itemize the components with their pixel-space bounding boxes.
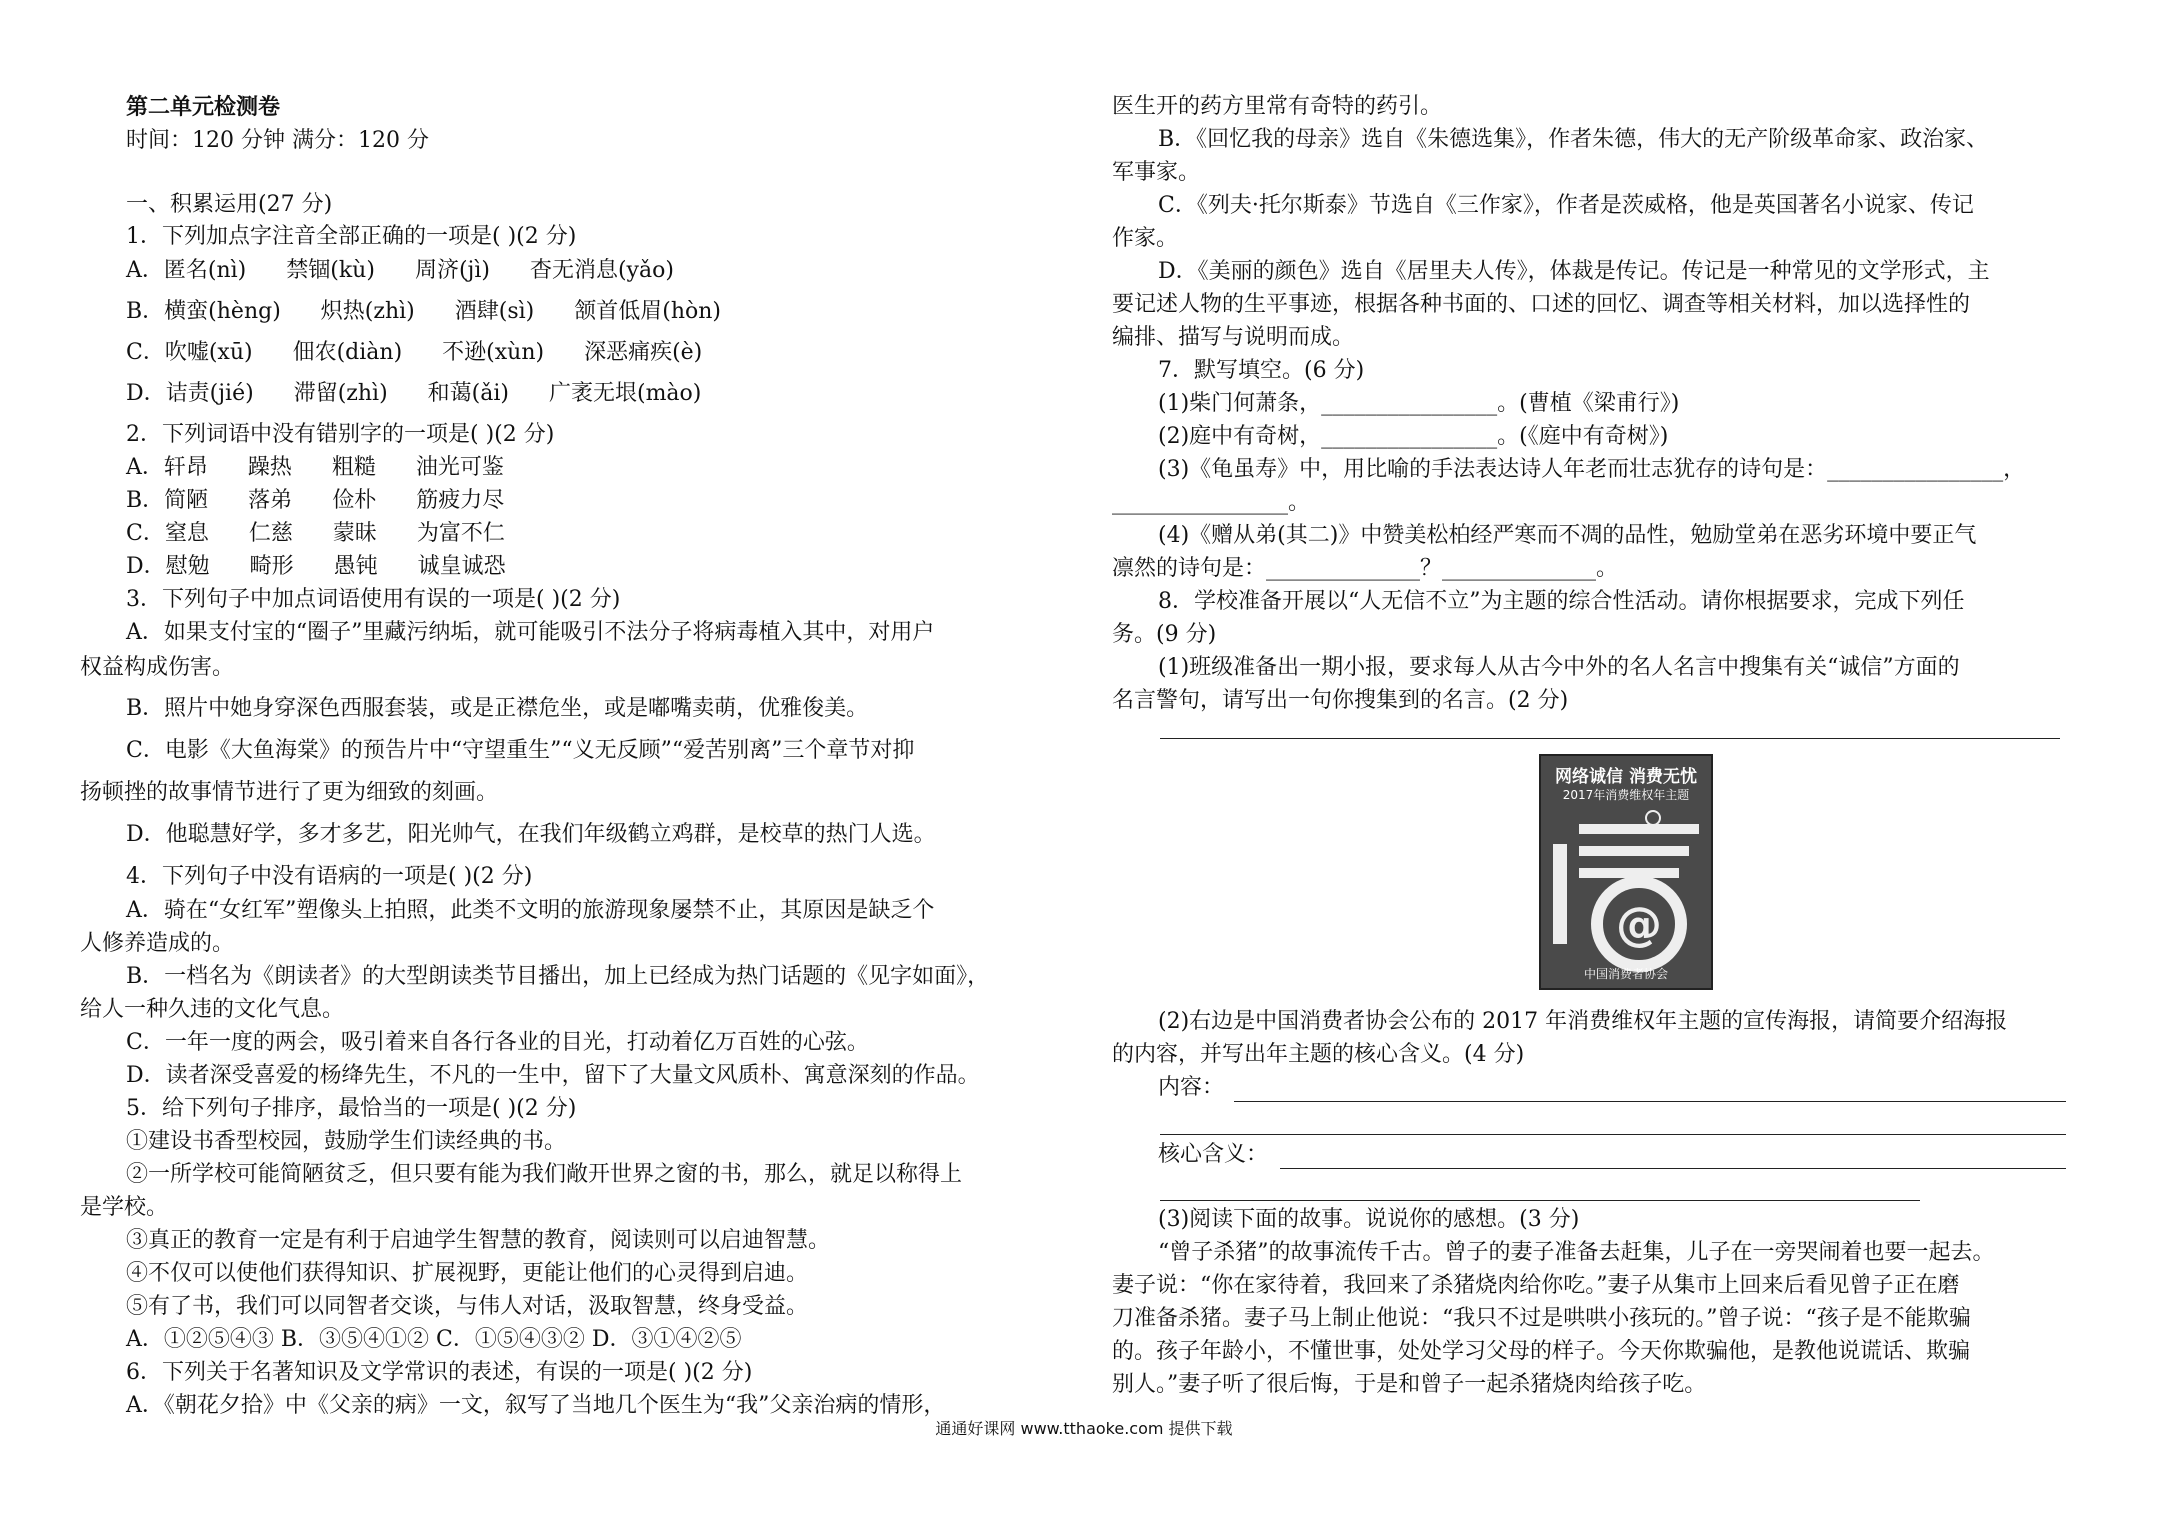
q4-option-c: C．一年一度的两会，吸引着来自各行各业的目光，打动着亿万百姓的心弦。 (126, 1030, 869, 1055)
q6-option-d-cont-2: 编排、描写与说明而成。 (1112, 325, 1355, 350)
q2-option-d (126, 552, 546, 582)
q5-sentence-3: ③真正的教育一定是有利于启迪学生智慧的教育，阅读则可以启迪智慧。 (126, 1228, 831, 1253)
consumer-rights-poster (1539, 754, 1713, 990)
option-item: 仁慈 (248, 521, 293, 546)
option-item: 颔首低眉(hòn) (574, 299, 721, 324)
option-item: 广袤无垠(mào) (548, 381, 702, 406)
option-item: 禁锢(kù) (286, 258, 375, 283)
q2-option-c (126, 519, 545, 549)
q6-option-d-cont-1: 要记述人物的生平事迹，根据各种书面的、口述的回忆、调查等相关材料，加以选择性的 (1112, 292, 1971, 317)
q5-sentence-2-cont: 是学校。 (80, 1195, 169, 1220)
option-item: 筋疲力尽 (416, 488, 505, 513)
option-item: 躁热 (247, 455, 292, 480)
q3-option-c-cont: 扬顿挫的故事情节进行了更为细致的刻画。 (80, 780, 499, 805)
option-item: C．吹嘘(xū) (126, 340, 253, 365)
q4-option-b: B．一档名为《朗读者》的大型朗读类节目播出，加上已经成为热门话题的《见字如面》， (126, 964, 990, 989)
story-line-2: 妻子说：“你在家待着，我回来了杀猪烧肉给你吃。”妻子从集市上回来后看见曾子正在磨 (1112, 1273, 1960, 1298)
option-item: A．匿名(nì) (126, 258, 247, 283)
option-item: 落弟 (248, 488, 293, 513)
q5-sentence-2: ②一所学校可能简陋贫乏，但只要有能为我们敞开世界之窗的书，那么，就足以称得上 (126, 1162, 963, 1187)
option-item: 为富不仁 (416, 521, 505, 546)
q1-stem: 1．下列加点字注音全部正确的一项是( )(2 分) (126, 224, 577, 249)
option-item: 愚钝 (333, 554, 378, 579)
q4-option-b-cont: 给人一种久违的文化气息。 (80, 997, 345, 1022)
q8-stem-cont: 务。(9 分) (1112, 622, 1217, 647)
story-line-5: 别人。”妻子听了很后悔，于是和曾子一起杀猪烧肉给孩子吃。 (1112, 1372, 1707, 1397)
q7-item-3-cont: ________________。 (1112, 490, 1311, 515)
q6-option-c-cont: 作家。 (1112, 226, 1179, 251)
answer-line[interactable] (1160, 738, 2060, 739)
option-item: 滞留(zhì) (293, 381, 388, 406)
q6-option-a: A．《朝花夕拾》中《父亲的病》一文，叙写了当地几个医生为“我”父亲治病的情形， (126, 1393, 946, 1418)
q2-option-b (126, 486, 544, 516)
poster-title: 网络诚信 消费无忧 (1555, 767, 1697, 787)
svg-text:@: @ (1616, 897, 1662, 951)
q6-option-d: D．《美丽的颜色》选自《居里夫人传》，体裁是传记。传记是一种常见的文学形式，主 (1158, 259, 1990, 284)
q5-sentence-5: ⑤有了书，我们可以同智者交谈，与伟人对话，汲取智慧，终身受益。 (126, 1294, 809, 1319)
option-item: 杳无消息(yǎo) (529, 258, 674, 283)
exam-title: 第二单元检测卷 (126, 94, 281, 120)
option-item: 炽热(zhì) (320, 299, 415, 324)
q1-option-b (126, 297, 761, 327)
q4-option-a-cont: 人修养造成的。 (80, 931, 235, 956)
q1-option-c (126, 338, 742, 368)
story-line-4: 的。孩子年龄小，不懂世事，处处学习父母的样子。今天你欺骗他，是教他说谎话、欺骗 (1112, 1339, 1971, 1364)
story-line-1: “曾子杀猪”的故事流传千古。曾子的妻子准备去赶集，儿子在一旁哭闹着也要一起去。 (1158, 1240, 1995, 1265)
q5-sentence-4: ④不仅可以使他们获得知识、扩展视野，更能让他们的心灵得到启迪。 (126, 1261, 809, 1286)
poster-xin-at-graphic (1541, 756, 1711, 988)
q4-stem: 4．下列句子中没有语病的一项是( )(2 分) (126, 864, 533, 889)
option-item: 油光可鉴 (415, 455, 504, 480)
q7-item-3: (3)《龟虽寿》中，用比喻的手法表达诗人年老而壮志犹存的诗句是：________________， (1158, 457, 2026, 482)
q6-stem: 6．下列关于名著知识及文学常识的表述，有误的一项是( )(2 分) (126, 1360, 753, 1385)
option-item: 深恶痛疾(è) (584, 340, 703, 365)
option-item: 酒肆(sì) (454, 299, 535, 324)
option-item: 和蔼(ǎi) (427, 381, 509, 406)
option-item: 诚皇诚恐 (417, 554, 506, 579)
q6-option-b-cont: 军事家。 (1112, 160, 1201, 185)
q7-item-4-cont: 凛然的诗句是：______________？______________。 (1112, 556, 1619, 581)
q8-part-3: (3)阅读下面的故事。说说你的感想。(3 分) (1158, 1207, 1580, 1232)
q2-option-a (126, 453, 544, 483)
core-answer-line-2[interactable] (1160, 1200, 1920, 1201)
q8-part-1: (1)班级准备出一期小报，要求每人从古今中外的名人名言中搜集有关“诚信”方面的 (1158, 655, 1960, 680)
option-item: B．横蛮(hèng) (126, 299, 281, 324)
q5-options: A．①②⑤④③ B．③⑤④①② C．①⑤④③② D．③①④②⑤ (126, 1327, 742, 1352)
q3-option-a: A．如果支付宝的“圈子”里藏污纳垢，就可能吸引不法分子将病毒植入其中，对用户 (126, 620, 935, 645)
q4-option-d: D．读者深受喜爱的杨绛先生，不凡的一生中，留下了大量文风质朴、寓意深刻的作品。 (126, 1063, 980, 1088)
q2-stem: 2．下列词语中没有错别字的一项是( )(2 分) (126, 422, 555, 447)
story-line-3: 刀准备杀猪。妻子马上制止他说：“我只不过是哄哄小孩玩的。”曾子说：“孩子是不能欺骗 (1112, 1306, 1971, 1331)
q6-option-a-cont: 医生开的药方里常有奇特的药引。 (1112, 94, 1443, 119)
q1-option-a (126, 256, 714, 286)
q3-option-d: D．他聪慧好学，多才多艺，阳光帅气，在我们年级鹤立鸡群，是校草的热门人选。 (126, 822, 936, 847)
content-label: 内容： (1158, 1075, 1225, 1100)
core-meaning-label: 核心含义： (1158, 1142, 1269, 1167)
q3-option-c: C．电影《大鱼海棠》的预告片中“守望重生”“义无反顾”“爱苦别离”三个章节对抑 (126, 738, 915, 763)
option-item: 粗糙 (331, 455, 376, 480)
q7-stem: 7．默写填空。(6 分) (1158, 358, 1365, 383)
section-heading: 一、积累运用(27 分) (126, 192, 333, 217)
option-item: D．诘责(jié) (126, 381, 254, 406)
q5-stem: 5．给下列句子排序，最恰当的一项是( )(2 分) (126, 1096, 577, 1121)
q7-item-1: (1)柴门何萧条，________________。(曹植《梁甫行》) (1158, 391, 1680, 416)
option-item: 佃农(diàn) (292, 340, 403, 365)
q4-option-a: A．骑在“女红军”塑像头上拍照，此类不文明的旅游现象屡禁不止，其原因是缺乏个 (126, 898, 935, 923)
time-score-line: 时间：120 分钟 满分：120 分 (126, 128, 429, 153)
option-item: 周济(jì) (414, 258, 490, 283)
option-item: B．简陋 (126, 488, 209, 513)
q7-item-4: (4)《赠从弟(其二)》中赞美松柏经严寒而不凋的品性，勉励堂弟在恶劣环境中要正气 (1158, 523, 1977, 548)
option-item: D．慰勉 (126, 554, 210, 579)
q7-item-2: (2)庭中有奇树，________________。(《庭中有奇树》) (1158, 424, 1669, 449)
q8-part-2: (2)右边是中国消费者协会公布的 2017 年消费维权年主题的宣传海报，请简要介绍海报 (1158, 1009, 2008, 1034)
option-item: 畸形 (249, 554, 294, 579)
option-item: 不逊(xùn) (442, 340, 545, 365)
option-item: 蒙昧 (332, 521, 377, 546)
q6-option-b: B．《回忆我的母亲》选自《朱德选集》，作者朱德，伟大的无产阶级革命家、政治家、 (1158, 127, 1989, 152)
q6-option-c: C．《列夫·托尔斯泰》节选自《三作家》，作者是茨威格，他是英国著名小说家、传记 (1158, 193, 1974, 218)
q3-option-b: B．照片中她身穿深色西服套装，或是正襟危坐，或是嘟嘴卖萌，优雅俊美。 (126, 696, 869, 721)
poster-org: 中国消费者协会 (1583, 967, 1668, 981)
q1-option-d (126, 379, 741, 409)
option-item: 俭朴 (332, 488, 377, 513)
q3-option-a-cont: 权益构成伤害。 (80, 655, 235, 680)
poster-subtitle: 2017年消费维权年主题 (1562, 788, 1690, 802)
content-answer-line-2[interactable] (1160, 1134, 2066, 1135)
q3-stem: 3．下列句子中加点词语使用有误的一项是( )(2 分) (126, 587, 621, 612)
footer-source: 通通好课网 www.tthaoke.com 提供下载 (935, 1419, 1233, 1438)
q5-sentence-1: ①建设书香型校园，鼓励学生们读经典的书。 (126, 1129, 567, 1154)
option-item: A．轩昂 (126, 455, 208, 480)
q8-stem: 8．学校准备开展以“人无信不立”为主题的综合性活动。请你根据要求，完成下列任 (1158, 589, 1965, 614)
core-answer-line[interactable] (1280, 1168, 2066, 1169)
option-item: C．窒息 (126, 521, 209, 546)
q8-part-2-cont: 的内容，并写出年主题的核心含义。(4 分) (1112, 1042, 1525, 1067)
content-answer-line[interactable] (1234, 1101, 2066, 1102)
q8-part-1-cont: 名言警句，请写出一句你搜集到的名言。(2 分) (1112, 688, 1569, 713)
